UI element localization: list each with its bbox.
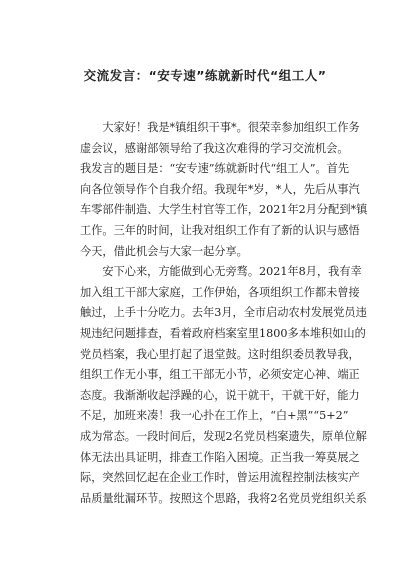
body-line: 工作。三年的时间，让我对组织工作有了新的认识与感悟 xyxy=(80,223,360,237)
body-line: 触过，上手十分吃力。去年3月，全市启动农村发展党员违 xyxy=(80,306,367,320)
document-body xyxy=(80,118,368,509)
body-line: 加入组工干部大家庭，工作伊始，各项组织工作都未曾接 xyxy=(80,285,360,299)
document-title: 交流发言：“安专速”练就新时代“组工人” xyxy=(83,68,327,83)
body-line: 我发言的题目是：“安专速”练就新时代“组工人”。首先 xyxy=(80,162,350,176)
body-line: 规违纪问题排查，看着政府档案室里1800多本堆积如山的 xyxy=(80,326,366,340)
body-line: 党员档案，我心里打起了退堂鼓。这时组织委员教导我， xyxy=(80,347,360,361)
body-line: 体无法出具证明，排查工作陷入困境。正当我一筹莫展之 xyxy=(80,450,360,464)
body-line: 不足，加班来凑！我一心扑在工作上，“白+黑”“5+2” xyxy=(80,409,349,423)
body-line: 安下心来，方能做到心无旁骛。2021年8月，我有幸 xyxy=(102,265,362,279)
body-line: 大家好！我是*镇组织干事*。很荣幸参加组织工作务 xyxy=(102,121,360,134)
body-line: 向各位领导作个自我介绍。我现年*岁，*人，先后从事汽 xyxy=(80,182,360,196)
body-line: 成为常态。一段时间后，发现2名党员档案遗失，原单位解 xyxy=(80,429,367,443)
body-line: 际，突然回忆起在企业工作时，曾运用流程控制法核实产 xyxy=(80,471,360,485)
body-line: 车零部件制造、大学生村官等工作，2021年2月分配到*镇 xyxy=(80,203,368,217)
body-line: 虚会议，感谢部领导给了我这次难得的学习交流机会。 xyxy=(80,141,349,155)
body-line: 组织工作无小事，组工干部无小节，必须安定心神、端正 xyxy=(80,368,360,382)
body-line: 今天，借此机会与大家一起分享。 xyxy=(80,244,248,258)
body-line: 品质量纰漏环节。按照这个思路，我将2名党员党组织关系 xyxy=(80,491,367,505)
body-line: 态度。我渐渐收起浮躁的心，说干就干，干就干好，能力 xyxy=(80,388,360,402)
